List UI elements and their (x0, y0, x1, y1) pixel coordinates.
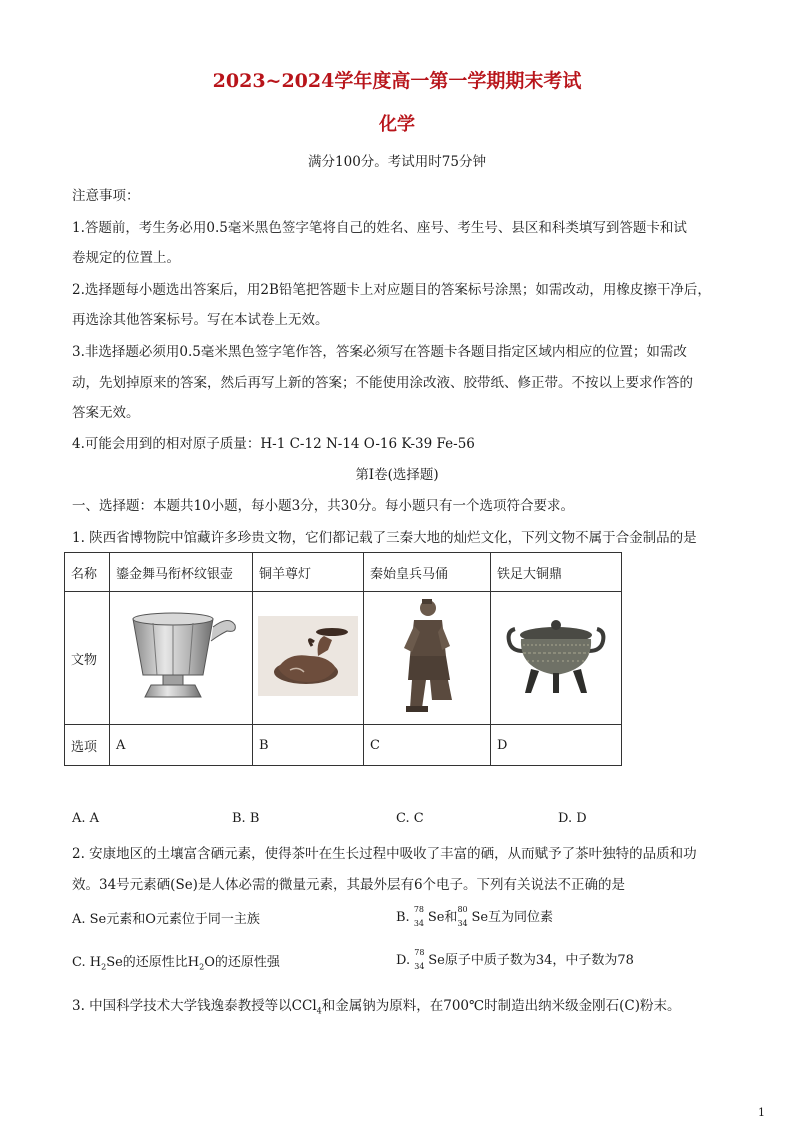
table-row (65, 553, 622, 592)
note-2b: 再选涂其他答案标号。写在本试卷上无效。 (72, 312, 329, 328)
q2-option-b-mid: Se和 (427, 910, 458, 925)
q3-stem-prefix: 3. 中国科学技术大学钱逸泰教授等以CCl (72, 998, 317, 1014)
note-2a: 2.选择题每小题选出答案后，用2B铅笔把答题卡上对应题目的答案标号涂黑；如需改动，用橡皮擦干净后， (72, 282, 711, 298)
atomic-number: 34 (413, 918, 425, 928)
subscript: 2 (199, 962, 205, 972)
q1-stem: 1. 陕西省博物院中馆藏许多珍贵文物，它们都记载了三秦大地的灿烂文化，下列文物不属于合金制品的是 (72, 530, 697, 546)
q2-option-d (396, 947, 634, 971)
atomic-number: 34 (414, 961, 425, 971)
q2-option-b-prefix: B. (396, 910, 414, 925)
q2-option-c (72, 951, 280, 972)
note-3b: 动，先划掉原来的答案，然后再写上新的答案；不能使用涂改液、胶带纸、修正带。不按以上要求作答的 (72, 375, 693, 391)
note-3a: 3.非选择题必须用0.5毫米黑色签字笔作答，答案必须写在答题卡各题目指定区域内相应的位置；如需改 (72, 344, 687, 360)
artifact-table (64, 552, 622, 766)
artifact-name-b: 铜羊尊灯 (253, 553, 364, 592)
artifact-name-d: 铁足大铜鼎 (491, 553, 622, 592)
q1-option-b: B. B (232, 811, 260, 826)
q2-stem-a: 2. 安康地区的土壤富含硒元素，使得茶叶在生长过程中吸收了丰富的硒，从而赋予了茶叶独特的品质和功 (72, 846, 697, 862)
bronze-sheep-lamp-image (253, 592, 364, 725)
q2-option-b (396, 904, 554, 928)
score-info: 满分100分。考试用时75分钟 (308, 154, 486, 170)
mass-number: 78 (414, 947, 425, 957)
note-1b: 卷规定的位置上。 (72, 250, 180, 266)
table-row (65, 725, 622, 766)
page-number: 1 (758, 1106, 765, 1119)
artifact-name-a: 鎏金舞马衔杯纹银壶 (110, 553, 253, 592)
exam-subject: 化学 (379, 114, 415, 135)
q2-option-c-mid: Se的还原性比H (106, 955, 200, 970)
q2-option-c-prefix: C. H (72, 955, 102, 970)
nuclide-notation (413, 904, 428, 928)
nuclide-notation (457, 904, 471, 928)
q3-stem-post: 和金属钠为原料，在700℃时制造出纳米级金刚石(C)粉末。 (321, 998, 681, 1014)
section-instructions: 一、选择题：本题共10小题，每小题3分，共30分。每小题只有一个选项符合要求。 (72, 498, 574, 514)
artifact-letter-a: A (110, 725, 253, 766)
q2-stem-b: 效。34号元素硒(Se)是人体必需的微量元素，其最外层有6个电子。下列有关说法不正确的是 (72, 877, 626, 893)
notes-heading: 注意事项： (72, 188, 140, 204)
row-label-artifact: 文物 (65, 592, 110, 725)
q1-option-d: D. D (558, 811, 587, 826)
row-label-option: 选项 (65, 725, 110, 766)
bronze-ding-image (491, 592, 622, 725)
subscript: 2 (101, 962, 107, 972)
artifact-letter-d: D (491, 725, 622, 766)
table-row (65, 592, 622, 725)
q1-option-a: A. A (72, 811, 100, 826)
q2-option-c-post: O的还原性强 (204, 955, 280, 970)
volume-title: 第Ⅰ卷(选择题) (355, 467, 439, 483)
artifact-letter-c: C (364, 725, 491, 766)
q2-option-b-post: Se互为同位素 (471, 910, 554, 925)
artifact-letter-b: B (253, 725, 364, 766)
terracotta-warrior-image (364, 592, 491, 725)
note-4: 4.可能会用到的相对原子质量：H-1 C-12 N-14 O-16 K-39 Fe-56 (72, 436, 475, 452)
mass-number: 78 (413, 904, 425, 914)
q2-option-d-prefix: D. (396, 953, 415, 968)
subscript: 4 (316, 1006, 322, 1016)
silver-pot-image (110, 592, 253, 725)
artifact-name-c: 秦始皇兵马俑 (364, 553, 491, 592)
q2-option-d-post: Se原子中质子数为34，中子数为78 (428, 953, 634, 968)
note-1a: 1.答题前，考生务必用0.5毫米黑色签字笔将自己的姓名、座号、考生号、县区和科类填写到答题卡和试 (72, 220, 687, 236)
atomic-number: 34 (457, 918, 468, 928)
row-label-name: 名称 (65, 553, 110, 592)
note-3c: 答案无效。 (72, 405, 140, 421)
mass-number: 80 (457, 904, 468, 914)
q1-option-c: C. C (396, 811, 424, 826)
exam-title: 2023~2024学年度高一第一学期期末考试 (212, 70, 582, 92)
nuclide-notation (414, 947, 428, 971)
q3-stem (72, 994, 680, 1016)
q2-option-a: A. Se元素和O元素位于同一主族 (72, 912, 260, 927)
